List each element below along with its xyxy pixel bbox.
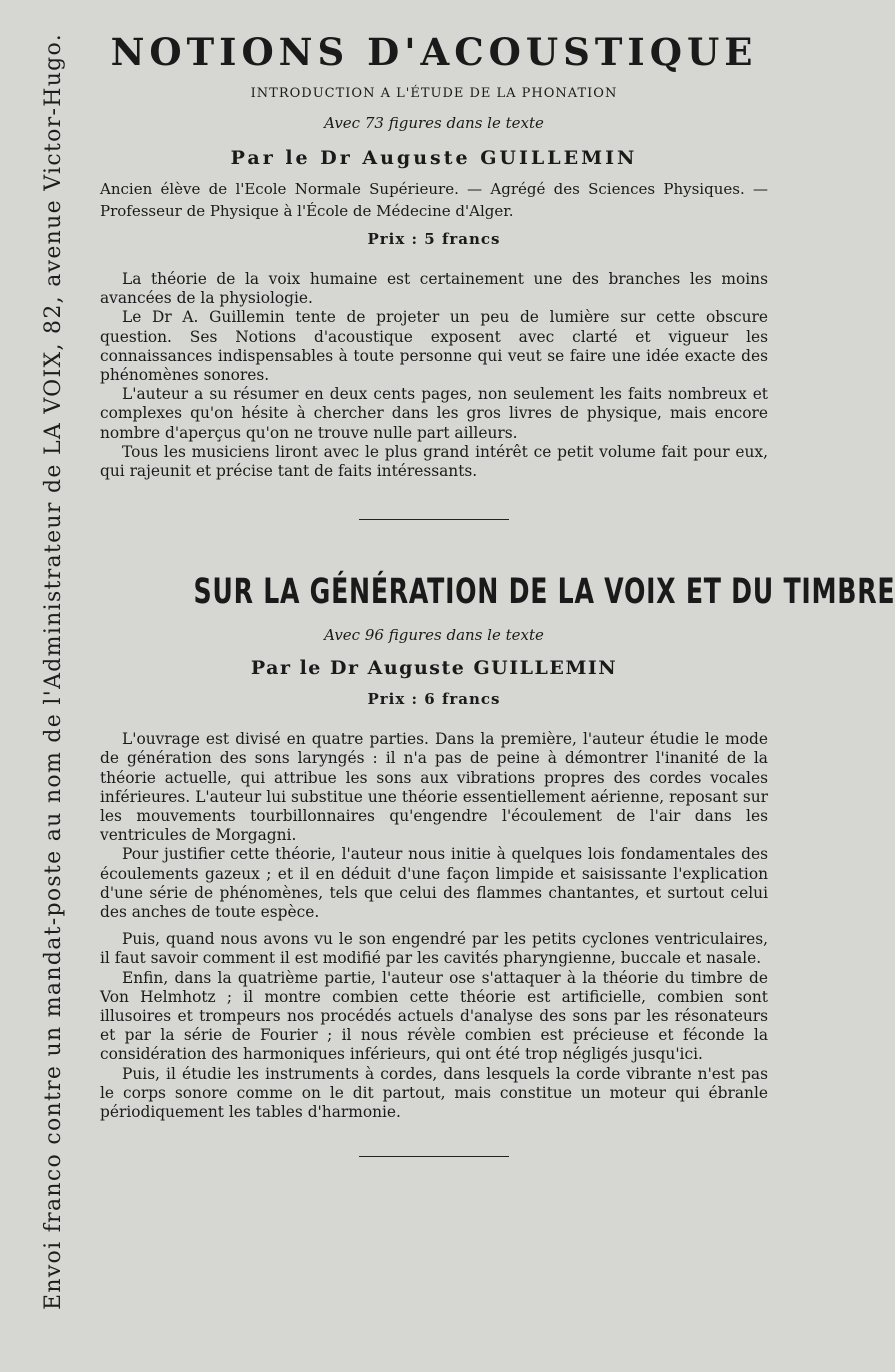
- book2-figures: Avec 96 figures dans le texte: [324, 626, 544, 645]
- book2-price: Prix : 6 francs: [367, 690, 501, 709]
- book1-price: Prix : 5 francs: [367, 230, 501, 248]
- book2-paragraph: Puis, il étudie les instruments à cordes, dans lesquels la corde vibrante n'est pas le corps sonore comme on le dit partout, mais constitue un moteur qui ébranle périodiquement les tables d'harmonie.: [100, 1064, 768, 1122]
- book2-paragraph: Enfin, dans la quatrième partie, l'auteur ose s'attaquer à la théorie du timbre de Von Helmhotz ; il montre combien cette théorie est artificielle, combien sont illusoires et trompeurs nos procédés actuels d'analyse des sons par les résonateurs et par la série de Fourier ; il nous révèle combien est précieuse et féconde la considération des harmoniques inférieurs, qui ont été trop négligés jusqu'ici.: [100, 968, 768, 1064]
- book2-paragraph: L'ouvrage est divisé en quatre parties. Dans la première, l'auteur étudie le mode de génération des sons laryngés : il n'a pas de peine à démontrer l'inanité de la théorie actuelle, qui attribue les sons aux vibrations propres des cordes vocales inférieures. L'auteur lui substitue une théorie essentiellement aérienne, reposant sur les mouvements tourbillonnaires qu'engendre l'écoulement de l'air dans les ventricules de Morgagni.: [100, 730, 768, 845]
- book2-paragraph: Pour justifier cette théorie, l'auteur nous initie à quelques lois fondamentales des écoulements gazeux ; et il en déduit d'une façon limpide et saisissante l'explication d'une série de phénomènes, tels que celui des flammes chantantes, et surtout celui des anches de toute espèce.: [100, 845, 768, 922]
- page-content: [100, 22, 895, 1157]
- book1-credentials: Ancien élève de l'Ecole Normale Supérieure. — Agrégé des Sciences Physiques. — Professeur de Physique à l'École de Médecine d'Alger.: [100, 180, 768, 220]
- book2-paragraph: Puis, quand nous avons vu le son engendré par les petits cyclones ventriculaires, il faut savoir comment il est modifié par les cavités pharyngienne, buccale et nasale.: [100, 930, 768, 968]
- book2-description: [100, 730, 768, 1122]
- book1-paragraph: La théorie de la voix humaine est certainement une des branches les moins avancées de la physiologie.: [100, 270, 768, 308]
- book1-subtitle: INTRODUCTION A L'ÉTUDE DE LA PHONATION: [250, 86, 618, 101]
- book1-paragraph: Le Dr A. Guillemin tente de projeter un peu de lumière sur cette obscure question. Ses Notions d'acoustique exposent avec clarté et vigueur les connaissances indispensables à toute personne qui veut se faire une idée exacte des phénomènes sonores.: [100, 308, 768, 385]
- section-divider: [359, 519, 509, 520]
- book1-figures: Avec 73 figures dans le texte: [324, 114, 544, 132]
- book2-author: Par le Dr Auguste GUILLEMIN: [250, 657, 618, 680]
- end-divider: [359, 1156, 509, 1157]
- book1-paragraph: L'auteur a su résumer en deux cents pages, non seulement les faits nombreux et complexes qu'on hésite à chercher dans les gros livres de physique, mais encore nombre d'aperçus qu'on ne trouve nulle part ailleurs.: [100, 385, 768, 442]
- sidebar-ordering-note: Envoi franco contre un mandat-poste au nom de l'Administrateur de LA VOIX, 82, avenue Victor-Hugo.: [41, 32, 66, 1310]
- book1-title: NOTIONS D'ACOUSTIQUE: [110, 30, 758, 74]
- book1-description: [100, 270, 768, 481]
- book2-title: SUR LA GÉNÉRATION DE LA VOIX ET DU TIMBRE: [193, 572, 895, 613]
- book1-paragraph: Tous les musiciens liront avec le plus grand intérêt ce petit volume fait pour eux, qui rajeunit et précise tant de faits intéressants.: [100, 442, 768, 481]
- book1-author: Par le Dr Auguste GUILLEMIN: [230, 147, 638, 169]
